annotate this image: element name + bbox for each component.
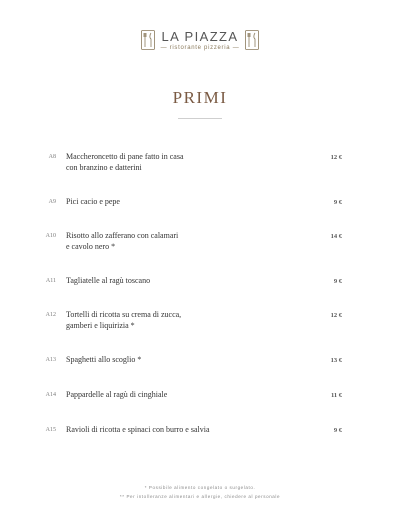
brand-subtitle-text: ristorante pizzeria [169, 45, 231, 51]
item-name [66, 230, 296, 252]
cutlery-icon [141, 30, 155, 50]
item-name-line1: Tortelli di ricotta su crema di zucca, [66, 310, 182, 319]
item-price: 14 € [330, 233, 342, 240]
item-code: A9 [48, 199, 56, 205]
item-code: A12 [45, 312, 56, 318]
item-name-line2: gamberi e liquirizia * [66, 321, 135, 330]
item-name: Pappardelle al ragù di cinghiale [66, 390, 168, 399]
item-code: A15 [45, 427, 56, 433]
item-name-line2: e cavolo nero * [66, 242, 116, 251]
item-code: A10 [45, 233, 56, 239]
item-price: 9 € [333, 278, 342, 285]
footnotes [0, 483, 400, 501]
item-name [66, 151, 296, 173]
item-code: A13 [45, 357, 56, 363]
item-price: 12 € [330, 312, 342, 319]
brand-subtitle: — ristorante pizzeria — [160, 45, 240, 51]
item-name: Pici cacio e pepe [66, 197, 120, 206]
item-price: 9 € [333, 427, 342, 434]
item-name: Tagliatelle al ragù toscano [66, 276, 151, 285]
item-name [66, 309, 296, 331]
item-code: A14 [45, 392, 56, 398]
item-code: A11 [45, 278, 56, 284]
item-name-line2: con branzino e datterini [66, 163, 142, 172]
footnote-frozen: * Possibile alimento congelato o surgelato. [144, 485, 256, 490]
restaurant-logo [0, 30, 400, 52]
brand-name: LA PIAZZA [161, 29, 239, 44]
item-code: A8 [48, 154, 56, 160]
item-price: 13 € [330, 357, 342, 364]
item-price: 12 € [330, 154, 342, 161]
item-name-line1: Maccheroncetto di pane fatto in casa [66, 152, 184, 161]
item-price: 11 € [330, 392, 342, 399]
section-title: PRIMI [172, 88, 228, 107]
cutlery-icon [245, 30, 259, 50]
item-price: 9 € [333, 199, 342, 206]
item-name-line1: Risotto allo zafferano con calamari [66, 231, 179, 240]
item-name: Ravioli di ricotta e spinaci con burro e salvia [66, 425, 210, 434]
item-name: Spaghetti allo scoglio * [66, 355, 142, 364]
footnote-allergies: ** Per intolleranze alimentari e allergie, chiedere al personale [119, 494, 281, 499]
title-divider [178, 118, 222, 119]
